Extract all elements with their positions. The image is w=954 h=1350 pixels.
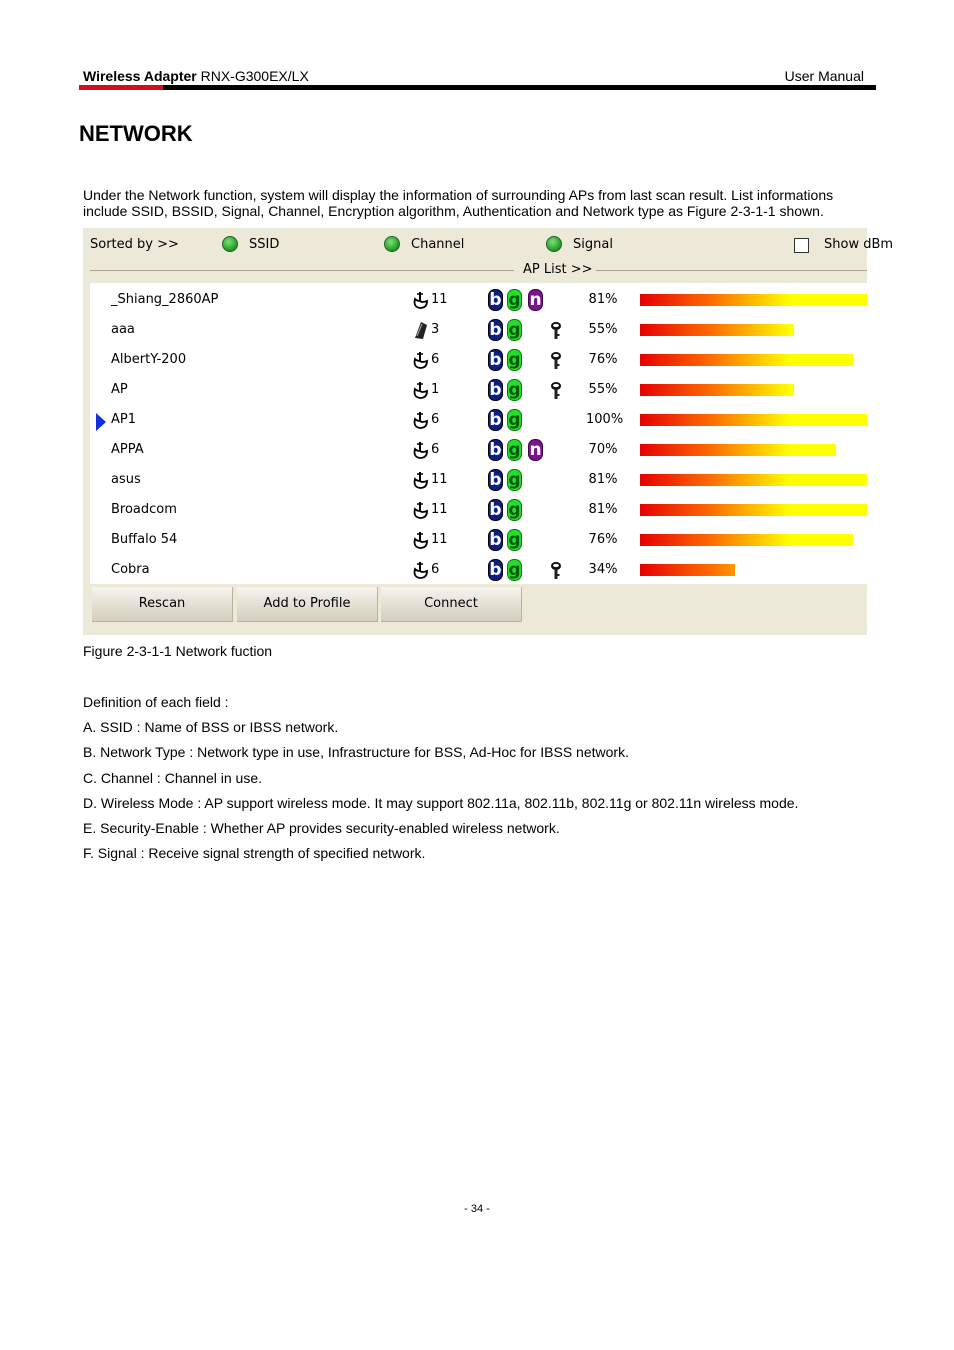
definitions-intro: Definition of each field : (83, 694, 229, 710)
radio-icon (546, 236, 562, 252)
sort-option-label: Channel (411, 236, 465, 252)
definition-item: B. Network Type : Network type in use, Infrastructure for BSS, Ad-Hoc for IBSS network. (83, 744, 629, 760)
infrastructure-network-icon (412, 440, 430, 460)
sorted-by-label: Sorted by >> (90, 237, 179, 252)
page-title: NETWORK (79, 121, 193, 146)
adhoc-network-icon (412, 320, 430, 340)
header-product (83, 68, 309, 84)
definition-item: D. Wireless Mode : AP support wireless mode. It may support 802.11a, 802.11b, 802.11g or 802.11n wireless mode. (83, 795, 799, 811)
mode-b-icon: b (489, 290, 502, 310)
ap-channel: 6 (431, 412, 440, 427)
mode-b-icon: b (489, 380, 502, 400)
infrastructure-network-icon (412, 470, 430, 490)
security-key-icon (549, 561, 563, 581)
infrastructure-network-icon (412, 350, 430, 370)
infrastructure-network-icon (412, 290, 430, 310)
ap-ssid: AP1 (111, 412, 137, 427)
security-key-icon (549, 321, 563, 341)
group-divider (90, 270, 514, 271)
connect-button[interactable]: Connect (381, 587, 522, 622)
mode-g-icon: g (508, 470, 521, 490)
ap-row[interactable] (90, 555, 867, 585)
ap-row[interactable] (90, 375, 867, 405)
mode-b-icon: b (489, 350, 502, 370)
ap-signal-percent: 81% (588, 292, 618, 307)
ap-ssid: asus (111, 472, 141, 487)
infrastructure-network-icon (412, 560, 430, 580)
figure-caption: Figure 2-3-1-1 Network fuction (83, 643, 273, 659)
ap-row[interactable] (90, 345, 867, 375)
signal-strength-bar (640, 384, 794, 396)
radio-icon (384, 236, 400, 252)
ap-channel: 11 (431, 532, 448, 547)
ap-channel: 6 (431, 562, 440, 577)
page-number: - 34 - (464, 1203, 490, 1215)
ap-ssid: aaa (111, 322, 135, 337)
mode-b-icon: b (489, 320, 502, 340)
header-doc-type: User Manual (784, 68, 864, 84)
ap-channel: 3 (431, 322, 440, 337)
ap-signal-percent: 100% (586, 412, 624, 427)
mode-g-icon: g (508, 530, 521, 550)
network-panel (83, 228, 894, 635)
ap-signal-percent: 55% (588, 382, 618, 397)
security-key-icon (549, 351, 563, 371)
signal-strength-bar (640, 564, 735, 576)
ap-ssid: Cobra (111, 562, 150, 577)
group-divider (596, 270, 867, 271)
signal-strength-bar (640, 294, 867, 306)
sort-option-signal[interactable] (546, 236, 613, 252)
infrastructure-network-icon (412, 410, 430, 430)
mode-b-icon: b (489, 560, 502, 580)
intro-paragraph: Under the Network function, system will display the information of surrounding APs from last scan result. List informations include SSID, BSSID, Signal, Channel, Encryption algorithm, Authentication and Network type as Figure 2-3-1-1 shown. (83, 187, 834, 219)
ap-signal-percent: 76% (588, 532, 618, 547)
signal-strength-bar (640, 414, 867, 426)
rescan-button[interactable]: Rescan (92, 587, 233, 622)
signal-strength-bar (640, 324, 794, 336)
mode-g-icon: g (508, 500, 521, 520)
ap-list-label: AP List >> (523, 262, 593, 277)
ap-signal-percent: 70% (588, 442, 618, 457)
mode-g-icon: g (508, 440, 521, 460)
ap-ssid: APPA (111, 442, 144, 457)
ap-ssid: Broadcom (111, 502, 177, 517)
mode-g-icon: g (508, 410, 521, 430)
ap-signal-percent: 81% (588, 502, 618, 517)
mode-g-icon: g (508, 380, 521, 400)
show-dbm-label: Show dBm (824, 237, 894, 252)
definition-item: A. SSID : Name of BSS or IBSS network. (83, 719, 339, 735)
ap-ssid: AP (111, 382, 128, 397)
ap-signal-percent: 55% (588, 322, 618, 337)
infrastructure-network-icon (412, 500, 430, 520)
mode-b-icon: b (489, 530, 502, 550)
ap-channel: 11 (431, 502, 448, 517)
selected-arrow-icon (96, 413, 106, 431)
mode-g-icon: g (508, 290, 521, 310)
ap-ssid: AlbertY-200 (111, 352, 187, 367)
header-product-name: Wireless Adapter (83, 68, 197, 84)
header-product-model: RNX-G300EX/LX (196, 68, 309, 84)
ap-row[interactable] (90, 315, 867, 345)
ap-channel: 6 (431, 442, 440, 457)
sort-option-label: Signal (573, 236, 613, 252)
ap-row[interactable] (90, 525, 867, 555)
ap-row[interactable] (90, 285, 867, 315)
add-to-profile-button[interactable]: Add to Profile (237, 587, 378, 622)
definition-item: C. Channel : Channel in use. (83, 770, 262, 786)
ap-row[interactable] (90, 465, 867, 495)
ap-channel: 1 (431, 382, 440, 397)
ap-row[interactable] (90, 435, 867, 465)
infrastructure-network-icon (412, 380, 430, 400)
mode-g-icon: g (508, 350, 521, 370)
ap-row[interactable] (90, 495, 867, 525)
definition-item: E. Security-Enable : Whether AP provides security-enabled wireless network. (83, 820, 560, 836)
mode-b-icon: b (489, 440, 502, 460)
mode-n-icon: n (529, 290, 542, 310)
ap-row[interactable] (90, 405, 867, 435)
signal-strength-bar (640, 504, 867, 516)
mode-n-icon: n (529, 440, 542, 460)
signal-strength-bar (640, 444, 836, 456)
ap-signal-percent: 34% (588, 562, 618, 577)
ap-signal-percent: 81% (588, 472, 618, 487)
ap-list[interactable] (90, 283, 867, 584)
mode-b-icon: b (489, 500, 502, 520)
header-rule-accent (79, 85, 163, 90)
mode-b-icon: b (489, 470, 502, 490)
mode-g-icon: g (508, 560, 521, 580)
signal-strength-bar (640, 474, 867, 486)
header-rule (79, 85, 876, 90)
ap-ssid: _Shiang_2860AP (111, 292, 219, 307)
ap-channel: 11 (431, 292, 448, 307)
ap-ssid: Buffalo 54 (111, 532, 178, 547)
definition-item: F. Signal : Receive signal strength of specified network. (83, 845, 426, 861)
show-dbm-checkbox[interactable] (794, 238, 809, 253)
ap-channel: 11 (431, 472, 448, 487)
signal-strength-bar (640, 534, 853, 546)
mode-g-icon: g (508, 320, 521, 340)
sort-option-channel[interactable] (384, 236, 464, 252)
infrastructure-network-icon (412, 530, 430, 550)
radio-icon (222, 236, 238, 252)
sort-option-label: SSID (249, 236, 280, 252)
sort-option-ssid[interactable] (222, 236, 279, 252)
mode-b-icon: b (489, 410, 502, 430)
ap-channel: 6 (431, 352, 440, 367)
security-key-icon (549, 381, 563, 401)
signal-strength-bar (640, 354, 853, 366)
ap-signal-percent: 76% (588, 352, 618, 367)
